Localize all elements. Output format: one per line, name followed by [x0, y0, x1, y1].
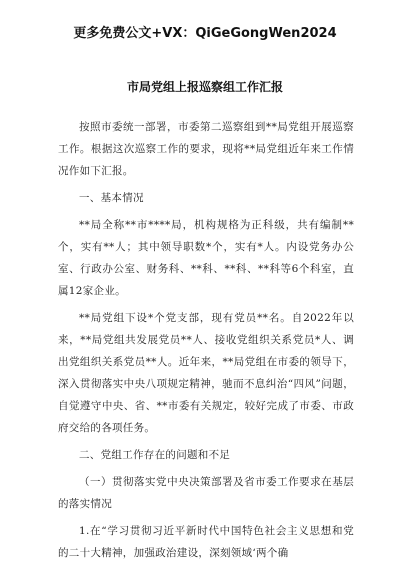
document-title: 市局党组上报巡察组工作汇报: [126, 80, 283, 94]
paragraph-item-1: 1.在“学习贯彻习近平新时代中国特色社会主义思想和党的二十大精神，加强政治建设，深刻领域‘两个确: [58, 525, 354, 559]
subsection-heading-1: （一）贯彻落实党中央决策部署及省市委工作要求在基层的落实情况: [58, 476, 354, 510]
paragraph-intro: 按照市委统一部署，市委第二巡察组到**局党组开展巡察工作。根据这次巡察工作的要求，现将**局党组近年来工作情况作如下汇报。: [58, 121, 354, 177]
paragraph-basic-info: **局全称**市****局，机构规格为正科级，共有编制**个，实有**人；其中领导职数*个，实有*人。内设党务办公室、行政办公室、财务科、**科、**科、**科等6个科室，直属12家企业。: [58, 219, 354, 297]
section-heading-basic-info: 一、基本情况: [79, 192, 144, 204]
section-heading-problems: 二、党组工作存在的问题和不足: [79, 449, 231, 461]
document-body: [58, 116, 354, 569]
watermark-text: 更多免费公文+VX：QiGeGongWen2024: [73, 26, 337, 41]
paragraph-party-members: **局党组下设*个党支部，现有党员**名。自2022年以来，**局党组共发展党员**人、接收党组织关系党员*人、调出党组织关系党员**人。近年来，**局党组在市委的领导下，深入贯彻落实中央八项规定精神，驰而不息纠治“四风”问题，自觉遵守中央、省、**市委有关规定，较好完成了市委、市政府交给的各项任务。: [58, 312, 354, 434]
